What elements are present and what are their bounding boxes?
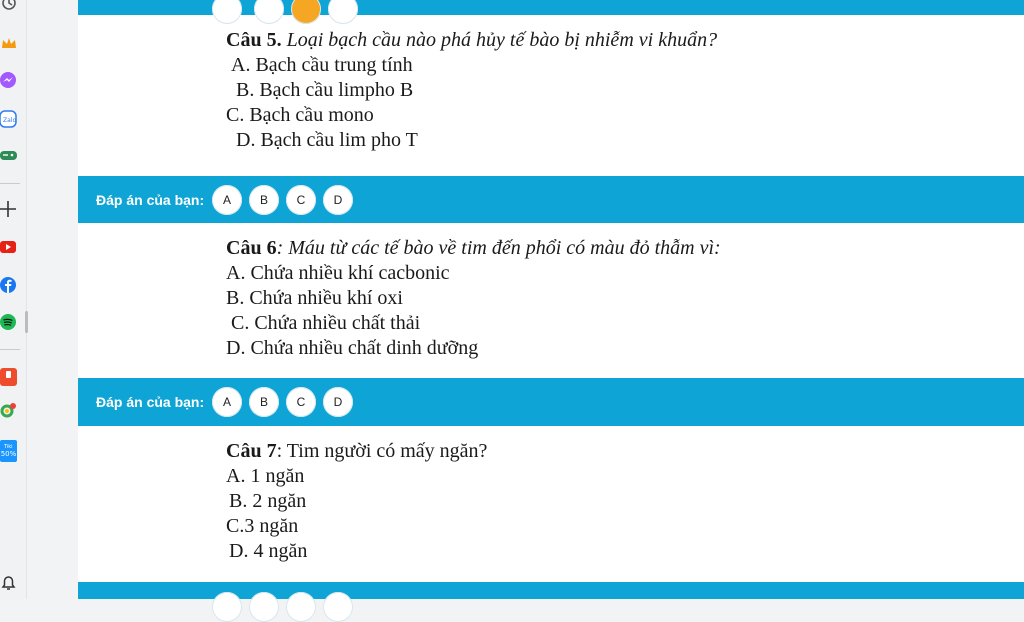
tiki-badge[interactable] <box>0 440 18 462</box>
question-7 <box>226 439 487 564</box>
option-hidden[interactable] <box>286 592 316 622</box>
zalo-icon[interactable] <box>0 110 18 128</box>
option-hidden[interactable] <box>254 0 284 24</box>
messenger-icon[interactable] <box>0 71 18 89</box>
answer-band <box>78 378 1024 426</box>
tiki-discount-label: 50% <box>0 450 17 458</box>
svg-text:Zalo: Zalo <box>3 117 17 124</box>
option-a-button[interactable]: A <box>212 387 242 417</box>
answer-option: B. Chứa nhiều khí oxi <box>226 287 403 309</box>
google-lens-icon[interactable] <box>0 401 18 419</box>
option-b-button[interactable]: B <box>249 185 279 215</box>
answer-option: D. 4 ngăn <box>229 540 308 562</box>
answer-option: A. 1 ngăn <box>226 465 305 487</box>
question-5 <box>226 28 717 153</box>
option-c-button[interactable]: C <box>286 387 316 417</box>
svg-text:Tiki: Tiki <box>4 444 13 450</box>
gamepad-icon[interactable] <box>0 146 18 164</box>
answer-label: Đáp án của bạn: <box>96 394 205 410</box>
add-icon[interactable] <box>0 200 18 218</box>
answer-option: C. Bạch cầu mono <box>226 104 374 126</box>
crown-icon[interactable] <box>0 35 18 53</box>
question-number: Câu 6 <box>226 237 277 259</box>
facebook-icon[interactable] <box>0 276 18 294</box>
option-b-button[interactable]: B <box>249 387 279 417</box>
spotify-icon[interactable] <box>0 313 18 331</box>
option-d-button[interactable]: D <box>323 387 353 417</box>
bell-icon[interactable] <box>0 574 18 592</box>
option-hidden[interactable] <box>212 0 242 24</box>
question-text: Loại bạch cầu nào phá hủy tế bào bị nhiễm vi khuẩn? <box>286 29 718 51</box>
shopee-icon[interactable] <box>0 365 18 387</box>
sidebar-divider <box>0 349 20 350</box>
answer-band-bottom <box>78 582 1024 599</box>
option-d-button[interactable]: D <box>323 185 353 215</box>
browser-sidebar <box>0 0 27 599</box>
sidebar-divider <box>0 183 20 184</box>
question-number: Câu 7 <box>226 440 277 462</box>
answer-option: C.3 ngăn <box>226 515 299 537</box>
answer-option: A. Chứa nhiều khí cacbonic <box>226 262 450 284</box>
question-6 <box>226 236 721 361</box>
option-hidden[interactable] <box>328 0 358 24</box>
youtube-icon[interactable] <box>0 238 18 256</box>
answer-option: D. Chứa nhiều chất dinh dưỡng <box>226 337 479 359</box>
option-hidden[interactable] <box>212 592 242 622</box>
answer-option: D. Bạch cầu lim pho T <box>236 129 418 151</box>
option-c-button[interactable]: C <box>286 185 316 215</box>
answer-band-top <box>78 0 1024 15</box>
answer-option: B. 2 ngăn <box>229 490 307 512</box>
answer-band <box>78 176 1024 223</box>
quiz-content <box>78 0 1024 599</box>
question-text: : Tim người có mấy ngăn? <box>276 440 488 462</box>
question-number: Câu 5. <box>226 29 282 51</box>
option-hidden[interactable] <box>323 592 353 622</box>
answer-label: Đáp án của bạn: <box>96 191 205 208</box>
option-a-button[interactable]: A <box>212 185 242 215</box>
answer-option: C. Chứa nhiều chất thải <box>231 312 421 334</box>
history-icon[interactable] <box>0 0 18 12</box>
answer-option: B. Bạch cầu limpho B <box>236 79 414 101</box>
option-selected[interactable] <box>291 0 321 24</box>
question-text: : Máu từ các tế bào về tim đến phổi có màu đỏ thẫm vì: <box>276 237 721 259</box>
option-hidden[interactable] <box>249 592 279 622</box>
answer-option: A. Bạch cầu trung tính <box>231 54 413 76</box>
sidebar-scroll-indicator[interactable] <box>25 311 28 333</box>
